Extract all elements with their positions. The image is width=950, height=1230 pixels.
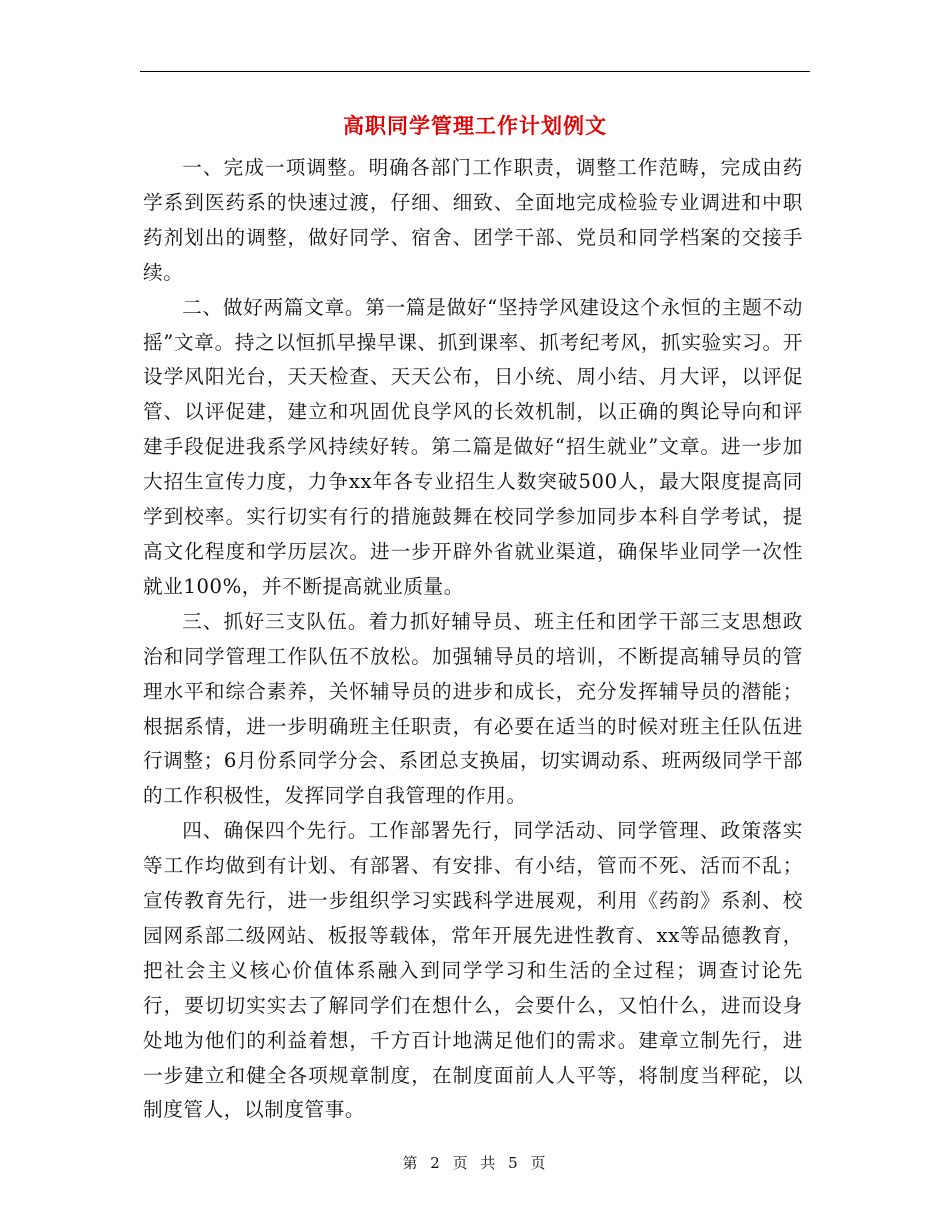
paragraph-4: 四、确保四个先行。工作部署先行，同学活动、同学管理、政策落实等工作均做到有计划、有部署、有安排、有小结，管而不死、活而不乱；宣传教育先行，进一步组织学习实践科学进展观，利用《药韵》系刹、校园网系部二级网站、板报等载体，常年开展先进性教育、xx等品德教育，把社会主义核心价值体系融入到同学学习和生活的全过程；调查讨论先行，要切切实实去了解同学们在想什么，会要什么，又怕什么，进而设身处地为他们的利益着想，千方百计地满足他们的需求。建章立制先行，进一步建立和健全各项规章制度，在制度面前人人平等，将制度当秤砣，以制度管人，以制度管事。	[143, 819, 803, 1122]
paragraph-3: 三、抓好三支队伍。着力抓好辅导员、班主任和团学干部三支思想政治和同学管理工作队伍不放松。加强辅导员的培训，不断提高辅导员的管理水平和综合素养，关怀辅导员的进步和成长，充分发挥辅导员的潜能；根据系情，进一步明确班主任职责，有必要在适当的时候对班主任队伍进行调整；6月份系同学分会、系团总支换届，切实调动系、班两级同学干部的工作积极性，发挥同学自我管理的作用。	[143, 609, 803, 808]
paragraph-2: 二、做好两篇文章。第一篇是做好“坚持学风建设这个永恒的主题不动摇”文章。持之以恒抓早操早课、抓到课率、抓考纪考风，抓实验实习。开设学风阳光台，天天检查、天天公布，日小统、周小结、月大评，以评促管、以评促建，建立和巩固优良学风的长效机制，以正确的舆论导向和评建手段促进我系学风持续好转。第二篇是做好“招生就业”文章。进一步加大招生宣传力度，力争xx年各专业招生人数突破500人，最大限度提高同学到校率。实行切实有行的措施鼓舞在校同学参加同步本科自学考试，提高文化程度和学历层次。进一步开辟外省就业渠道，确保毕业同学一次性就业100%，并不断提高就业质量。	[143, 295, 803, 598]
document-body	[143, 151, 803, 1128]
page-number: 第 2 页 共 5 页	[402, 1154, 548, 1172]
document-title: 高职同学管理工作计划例文	[343, 113, 607, 138]
paragraph-1: 一、完成一项调整。明确各部门工作职责，调整工作范畴，完成由药学系到医药系的快速过渡，仔细、细致、全面地完成检验专业调进和中职药剂划出的调整，做好同学、宿舍、团学干部、党员和同学档案的交接手续。	[143, 156, 803, 284]
header-rule	[140, 71, 810, 72]
